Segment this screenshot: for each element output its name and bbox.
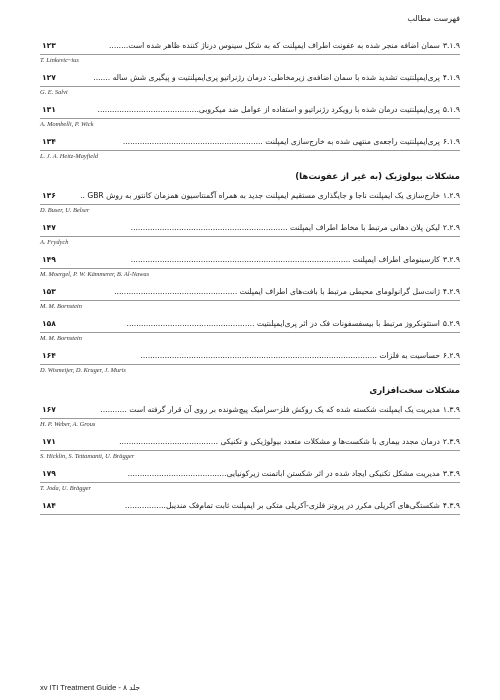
toc-content: [40, 40, 460, 521]
toc-entry: [40, 286, 460, 312]
toc-entry: [40, 254, 460, 280]
divider: [40, 236, 460, 237]
entry-title: مدیریت مشکل تکنیکی ایجاد شده در اثر شکستن اباتمنت زیرکونیایی.........................................: [127, 469, 440, 478]
toc-entry: [40, 190, 460, 216]
divider: [40, 86, 460, 87]
entry-title: سمان اضافه منجر شده به عفونت اطراف ایمپلنت که به شکل سینوس درناژ کننده ظاهر شده است........: [109, 41, 440, 50]
toc-entry: [40, 468, 460, 494]
entry-page-number: ۱۴۷: [42, 223, 56, 232]
entry-number: ۶.۲.۹: [442, 351, 460, 360]
entry-title: کارسینومای اطراف ایمپلنت ...........................................................................................: [130, 255, 440, 264]
entry-authors: T. Joda, U. Brägger: [40, 485, 92, 492]
entry-number: ۴.۳.۹: [442, 501, 460, 510]
toc-entry: [40, 104, 460, 130]
entry-authors: A. Frydych: [40, 239, 69, 246]
entry-authors: D. Buser, U. Belser: [40, 207, 90, 214]
entry-authors: M. M. Bornstein: [40, 303, 82, 310]
toc-entry: [40, 500, 460, 515]
divider: [40, 450, 460, 451]
toc-entry: [40, 40, 460, 66]
entry-page-number: ۱۸۴: [42, 501, 56, 510]
page-footer: xv ITI Treatment Guide - جلد ۸: [40, 683, 141, 692]
divider: [40, 332, 460, 333]
section-heading-biological: مشکلات بیولوژیک (به غیر از عفونت‌ها): [295, 172, 460, 182]
toc-entry: [40, 436, 460, 462]
page-header: فهرست مطالب: [407, 14, 460, 23]
entry-number: ۴.۱.۹: [442, 73, 460, 82]
toc-entry: [40, 318, 460, 344]
entry-authors: D. Wismeijer, D. Kruger, J. Muris: [40, 367, 126, 374]
entry-title: پری‌ایمپلنتیت تشدید شده با سمان اضافه‌ی زیرمخاطی: درمان رژنراتیو پری‌ایمپلنتیت و پیگیری شش ساله .......: [93, 73, 440, 82]
entry-number: ۳.۳.۹: [442, 469, 460, 478]
divider: [40, 150, 460, 151]
entry-authors: T. Linkevic~ius: [40, 57, 79, 64]
entry-number: ۶.۱.۹: [442, 137, 460, 146]
entry-title: استئونکروز مرتبط با بیسفسفونات فک در اثر پری‌ایمپلنتیت .....................................................: [126, 319, 440, 328]
toc-entry: [40, 222, 460, 248]
entry-page-number: ۱۳۶: [42, 191, 56, 200]
entry-page-number: ۱۴۹: [42, 255, 56, 264]
entry-authors: A. Mombelli, P. Wick: [40, 121, 94, 128]
entry-title: مدیریت یک ایمپلنت شکسته شده که یک روکش فلز-سرامیک پیچ‌شونده بر روی آن قرار گرفته است ...........: [100, 405, 440, 414]
toc-entry: [40, 136, 460, 162]
entry-authors: G. E. Salvi: [40, 89, 68, 96]
entry-page-number: ۱۵۳: [42, 287, 56, 296]
entry-number: ۴.۲.۹: [442, 287, 460, 296]
entry-page-number: ۱۲۷: [42, 73, 56, 82]
entry-number: ۵.۲.۹: [442, 319, 460, 328]
entry-number: ۲.۲.۹: [442, 223, 460, 232]
divider: [40, 204, 460, 205]
divider: [40, 118, 460, 119]
divider: [40, 418, 460, 419]
entry-number: ۵.۱.۹: [442, 105, 460, 114]
entry-number: ۲.۳.۹: [442, 437, 460, 446]
entry-title: شکستگی‌های آکریلی مکرر در پروتز فلزی-آکریلی متکی بر ایمپلنت ثابت تمام‌فک مندیبل.................: [124, 501, 440, 510]
entry-page-number: ۱۲۳: [42, 41, 56, 50]
entry-title: حساسیت به فلزات ..................................................................................................: [140, 351, 440, 360]
toc-entry: [40, 350, 460, 376]
entry-authors: M. Moergel, P. W. Kämmerer, B. Al-Nawas: [40, 271, 150, 278]
entry-authors: L. J. A. Heitz-Mayfield: [40, 153, 99, 160]
toc-entry: [40, 72, 460, 98]
entry-number: ۱.۳.۹: [442, 405, 460, 414]
divider: [40, 514, 460, 515]
entry-page-number: ۱۷۹: [42, 469, 56, 478]
entry-authors: S. Hicklin, S. Tettamanti, U. Brägger: [40, 453, 135, 460]
entry-title: درمان مجدد بیماری با شکست‌ها و مشکلات متعدد بیولوژیکی و تکنیکی .........................................: [119, 437, 440, 446]
entry-title: پری‌ایمپلنتیت درمان شده با رویکرد رژنراتیو و استفاده از عوامل ضد میکروبی..........................................: [97, 105, 440, 114]
divider: [40, 300, 460, 301]
entry-title: خارج‌سازی یک ایمپلنت ناجا و جایگذاری مستقیم ایمپلنت جدید به همراه آگمنتاسیون همزمان کانتور به روش GBR ..: [80, 191, 440, 200]
divider: [40, 54, 460, 55]
entry-number: ۱.۲.۹: [442, 191, 460, 200]
divider: [40, 268, 460, 269]
entry-page-number: ۱۷۱: [42, 437, 56, 446]
toc-entry: [40, 404, 460, 430]
divider: [40, 364, 460, 365]
entry-number: ۳.۲.۹: [442, 255, 460, 264]
entry-page-number: ۱۶۷: [42, 405, 56, 414]
entry-title: ژانت‌سل گرانولومای محیطی مرتبط با بافت‌های اطراف ایمپلنت ...................................................: [114, 287, 440, 296]
entry-authors: H. P. Weber, A. Grous: [40, 421, 96, 428]
entry-number: ۳.۱.۹: [442, 41, 460, 50]
entry-title: لیکن پلان دهانی مرتبط با مخاط اطراف ایمپلنت .................................................................: [130, 223, 440, 232]
section-heading-technical: مشکلات سخت‌افزاری: [369, 386, 460, 396]
entry-page-number: ۱۵۸: [42, 319, 56, 328]
divider: [40, 482, 460, 483]
entry-page-number: ۱۶۴: [42, 351, 56, 360]
entry-page-number: ۱۳۴: [42, 137, 56, 146]
entry-title: پری‌ایمپلنتیت راجعه‌ی منتهی شده به خارج‌سازی ایمپلنت ..........................................................: [122, 137, 440, 146]
entry-authors: M. M. Bornstein: [40, 335, 82, 342]
entry-page-number: ۱۳۱: [42, 105, 56, 114]
